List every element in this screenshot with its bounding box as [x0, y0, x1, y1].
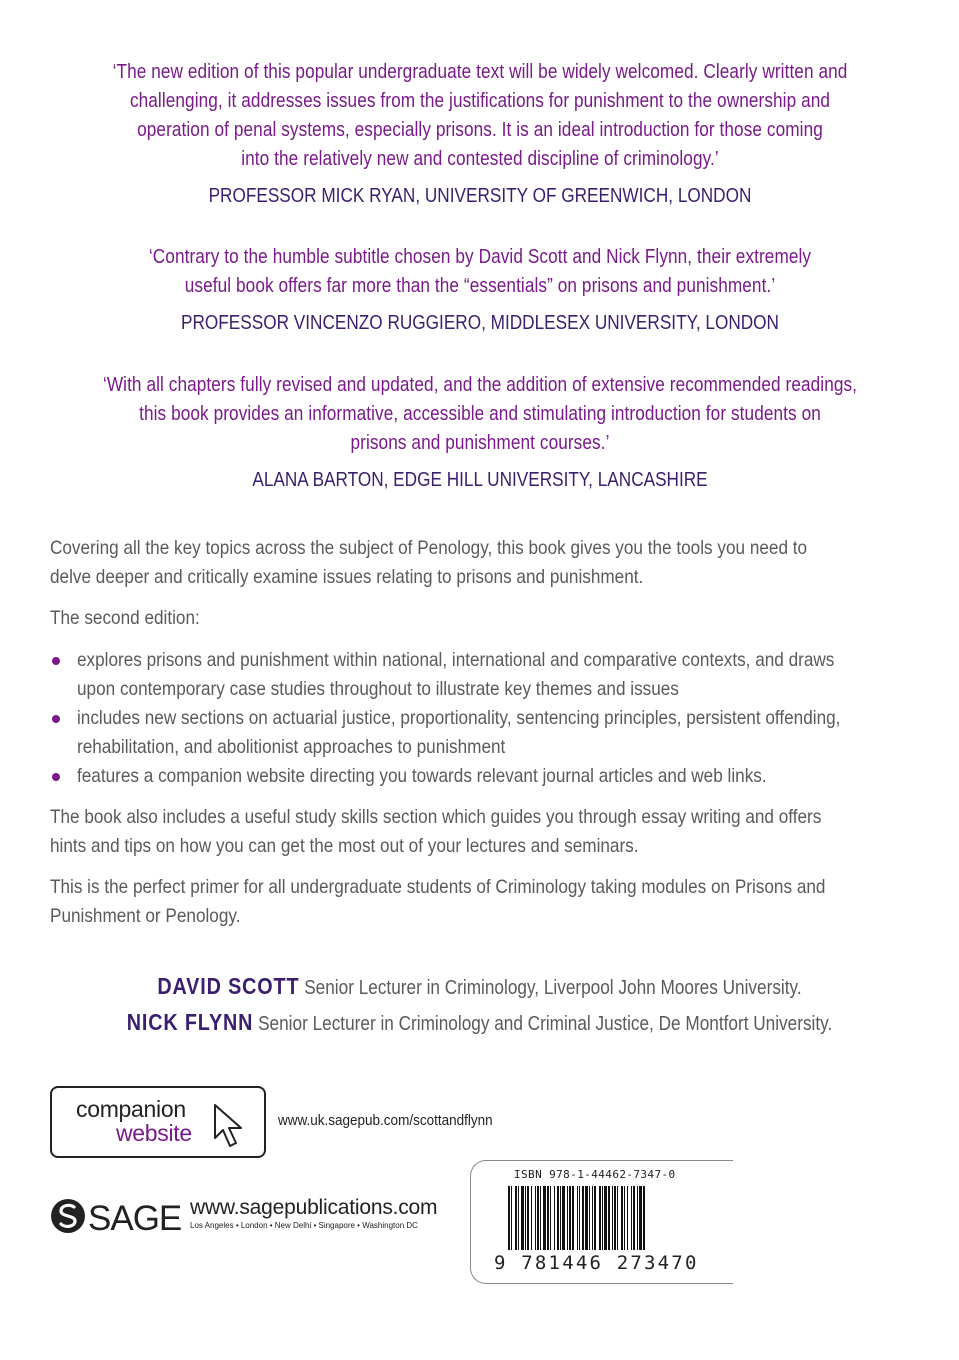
barcode-bar [633, 1186, 635, 1250]
quote-attribution: PROFESSOR MICK RYAN, UNIVERSITY OF GREENWICH, LONDON [208, 185, 752, 207]
body-line: The second edition: [50, 607, 200, 629]
barcode-bar [527, 1186, 529, 1250]
barcode-bar [562, 1186, 565, 1250]
author-role: Senior Lecturer in Criminology and Criminal Justice, De Montfort University. [258, 1013, 833, 1035]
quote-line: challenging, it addresses issues from the justifications for punishment to the ownership and [129, 90, 831, 112]
barcode-bar [589, 1186, 590, 1250]
quote-text [102, 58, 859, 174]
sage-wordmark: SAGE [88, 1199, 182, 1236]
barcode-bar [577, 1186, 578, 1250]
quote-block-3 [40, 371, 920, 492]
barcode-bar [550, 1186, 551, 1250]
body-line: delve deeper and critically examine issues relating to prisons and punishment. [50, 566, 644, 588]
quote-block-2 [40, 243, 920, 335]
barcode-bar [624, 1186, 625, 1250]
barcode-bar [567, 1186, 568, 1250]
barcode-bar [614, 1186, 616, 1250]
list-item [50, 646, 910, 704]
barcode-bar [585, 1186, 588, 1250]
barcode-bar [639, 1186, 642, 1250]
author-line [67, 969, 892, 1005]
barcode-bar [537, 1186, 539, 1250]
barcode-bar [535, 1186, 536, 1250]
barcode-bar [617, 1186, 618, 1250]
barcode-bar [599, 1186, 601, 1250]
barcode-bar [612, 1186, 613, 1250]
barcode-bar [547, 1186, 549, 1250]
barcode-bar [637, 1186, 638, 1250]
body-line: The book also includes a useful study skills section which guides you through essay writing and offers [50, 806, 822, 828]
study-skills-paragraph [50, 803, 910, 861]
quote-line: this book provides an informative, accessible and stimulating introduction for students on [139, 403, 821, 425]
barcode-bar [582, 1186, 584, 1250]
author-role: Senior Lecturer in Criminology, Liverpool John Moores University. [304, 977, 802, 999]
barcode-bar [557, 1186, 559, 1250]
bullet-icon [52, 715, 60, 723]
barcode-bar [521, 1186, 524, 1250]
quote-line: ‘With all chapters fully revised and updated, and the addition of extensive recommended readings, [102, 374, 858, 396]
barcode-bar [531, 1186, 532, 1250]
barcode-bar [572, 1186, 574, 1250]
author-name: DAVID SCOTT [157, 973, 300, 999]
barcode-bar [540, 1186, 541, 1250]
barcode-bar [508, 1186, 510, 1250]
bullet-icon [52, 657, 60, 665]
barcode-bar [608, 1186, 610, 1250]
edition-label [50, 604, 910, 633]
quote-attribution: ALANA BARTON, EDGE HILL UNIVERSITY, LANCASHIRE [252, 469, 708, 491]
author-name: NICK FLYNN [126, 1009, 254, 1035]
barcode-bars [508, 1186, 698, 1258]
barcode-digits: 9 781446 273470 [494, 1252, 699, 1274]
isbn-label: ISBN 978-1-44462-7347-0 [514, 1168, 676, 1181]
barcode-bar [579, 1186, 580, 1250]
quote-line: ‘Contrary to the humble subtitle chosen by David Scott and Nick Flynn, their extremely [148, 246, 812, 268]
cursor-arrow-icon [212, 1102, 248, 1152]
bullet-icon [52, 773, 60, 781]
sage-logo-icon [50, 1196, 186, 1236]
barcode-bar [560, 1186, 561, 1250]
barcode-bar [554, 1186, 555, 1250]
barcode-bar [518, 1186, 519, 1250]
companion-word: companion [76, 1096, 186, 1122]
list-item-line: features a companion website directing you towards relevant journal articles and web links. [77, 765, 767, 787]
barcode-bar [631, 1186, 632, 1250]
sage-logo [50, 1196, 186, 1241]
barcode-bar [525, 1186, 526, 1250]
list-item-line: explores prisons and punishment within national, international and comparative contexts, and draws [77, 649, 835, 671]
barcode-bar [604, 1186, 607, 1250]
barcode-bar [592, 1186, 593, 1250]
publisher-cities: Los Angeles • London • New Delhi • Singapore • Washington DC [190, 1221, 418, 1230]
publisher-url: www.sagepublications.com [190, 1196, 438, 1219]
website-word: website [116, 1120, 192, 1146]
list-item-line: includes new sections on actuarial justice, proportionality, sentencing principles, persistent offending, [77, 707, 841, 729]
quote-line: into the relatively new and contested discipline of criminology.’ [241, 148, 719, 170]
quote-line: operation of penal systems, especially prisons. It is an ideal introduction for those coming [137, 119, 823, 141]
barcode-bar [621, 1186, 623, 1250]
barcode-bar [543, 1186, 546, 1250]
barcode-bar [569, 1186, 571, 1250]
barcode-bar [511, 1186, 512, 1250]
quote-block-1 [40, 58, 920, 208]
author-line [67, 1005, 892, 1041]
quote-attribution: PROFESSOR VINCENZO RUGGIERO, MIDDLESEX UNIVERSITY, LONDON [181, 312, 779, 334]
barcode-bar [594, 1186, 596, 1250]
body-line: This is the perfect primer for all undergraduate students of Criminology taking modules on Prisons and [50, 876, 826, 898]
barcode-bar [515, 1186, 517, 1250]
barcode-bar [643, 1186, 645, 1250]
companion-website-badge [50, 1086, 266, 1158]
companion-url: www.uk.sagepub.com/scottandflynn [278, 1112, 493, 1129]
quote-text [102, 371, 859, 458]
barcode-bar [602, 1186, 603, 1250]
body-line: Punishment or Penology. [50, 905, 241, 927]
list-item-line: rehabilitation, and abolitionist approaches to punishment [77, 736, 506, 758]
primer-paragraph [50, 873, 910, 931]
list-item [50, 704, 910, 762]
body-line: Covering all the key topics across the subject of Penology, this book gives you the tools you need to [50, 537, 808, 559]
isbn-barcode [470, 1160, 732, 1282]
body-line: hints and tips on how you can get the most out of your lectures and seminars. [50, 835, 639, 857]
list-item-line: upon contemporary case studies throughout to illustrate key themes and issues [77, 678, 679, 700]
quote-text [102, 243, 859, 301]
quote-line: prisons and punishment courses.’ [350, 432, 610, 454]
feature-list [50, 646, 910, 791]
list-item [50, 762, 910, 791]
barcode-bar [627, 1186, 628, 1250]
description-intro [50, 534, 910, 592]
quote-line: ‘The new edition of this popular undergraduate text will be widely welcomed. Clearly written and [112, 61, 848, 83]
quote-line: useful book offers far more than the “essentials” on prisons and punishment.’ [184, 275, 776, 297]
author-bios [0, 969, 959, 1041]
